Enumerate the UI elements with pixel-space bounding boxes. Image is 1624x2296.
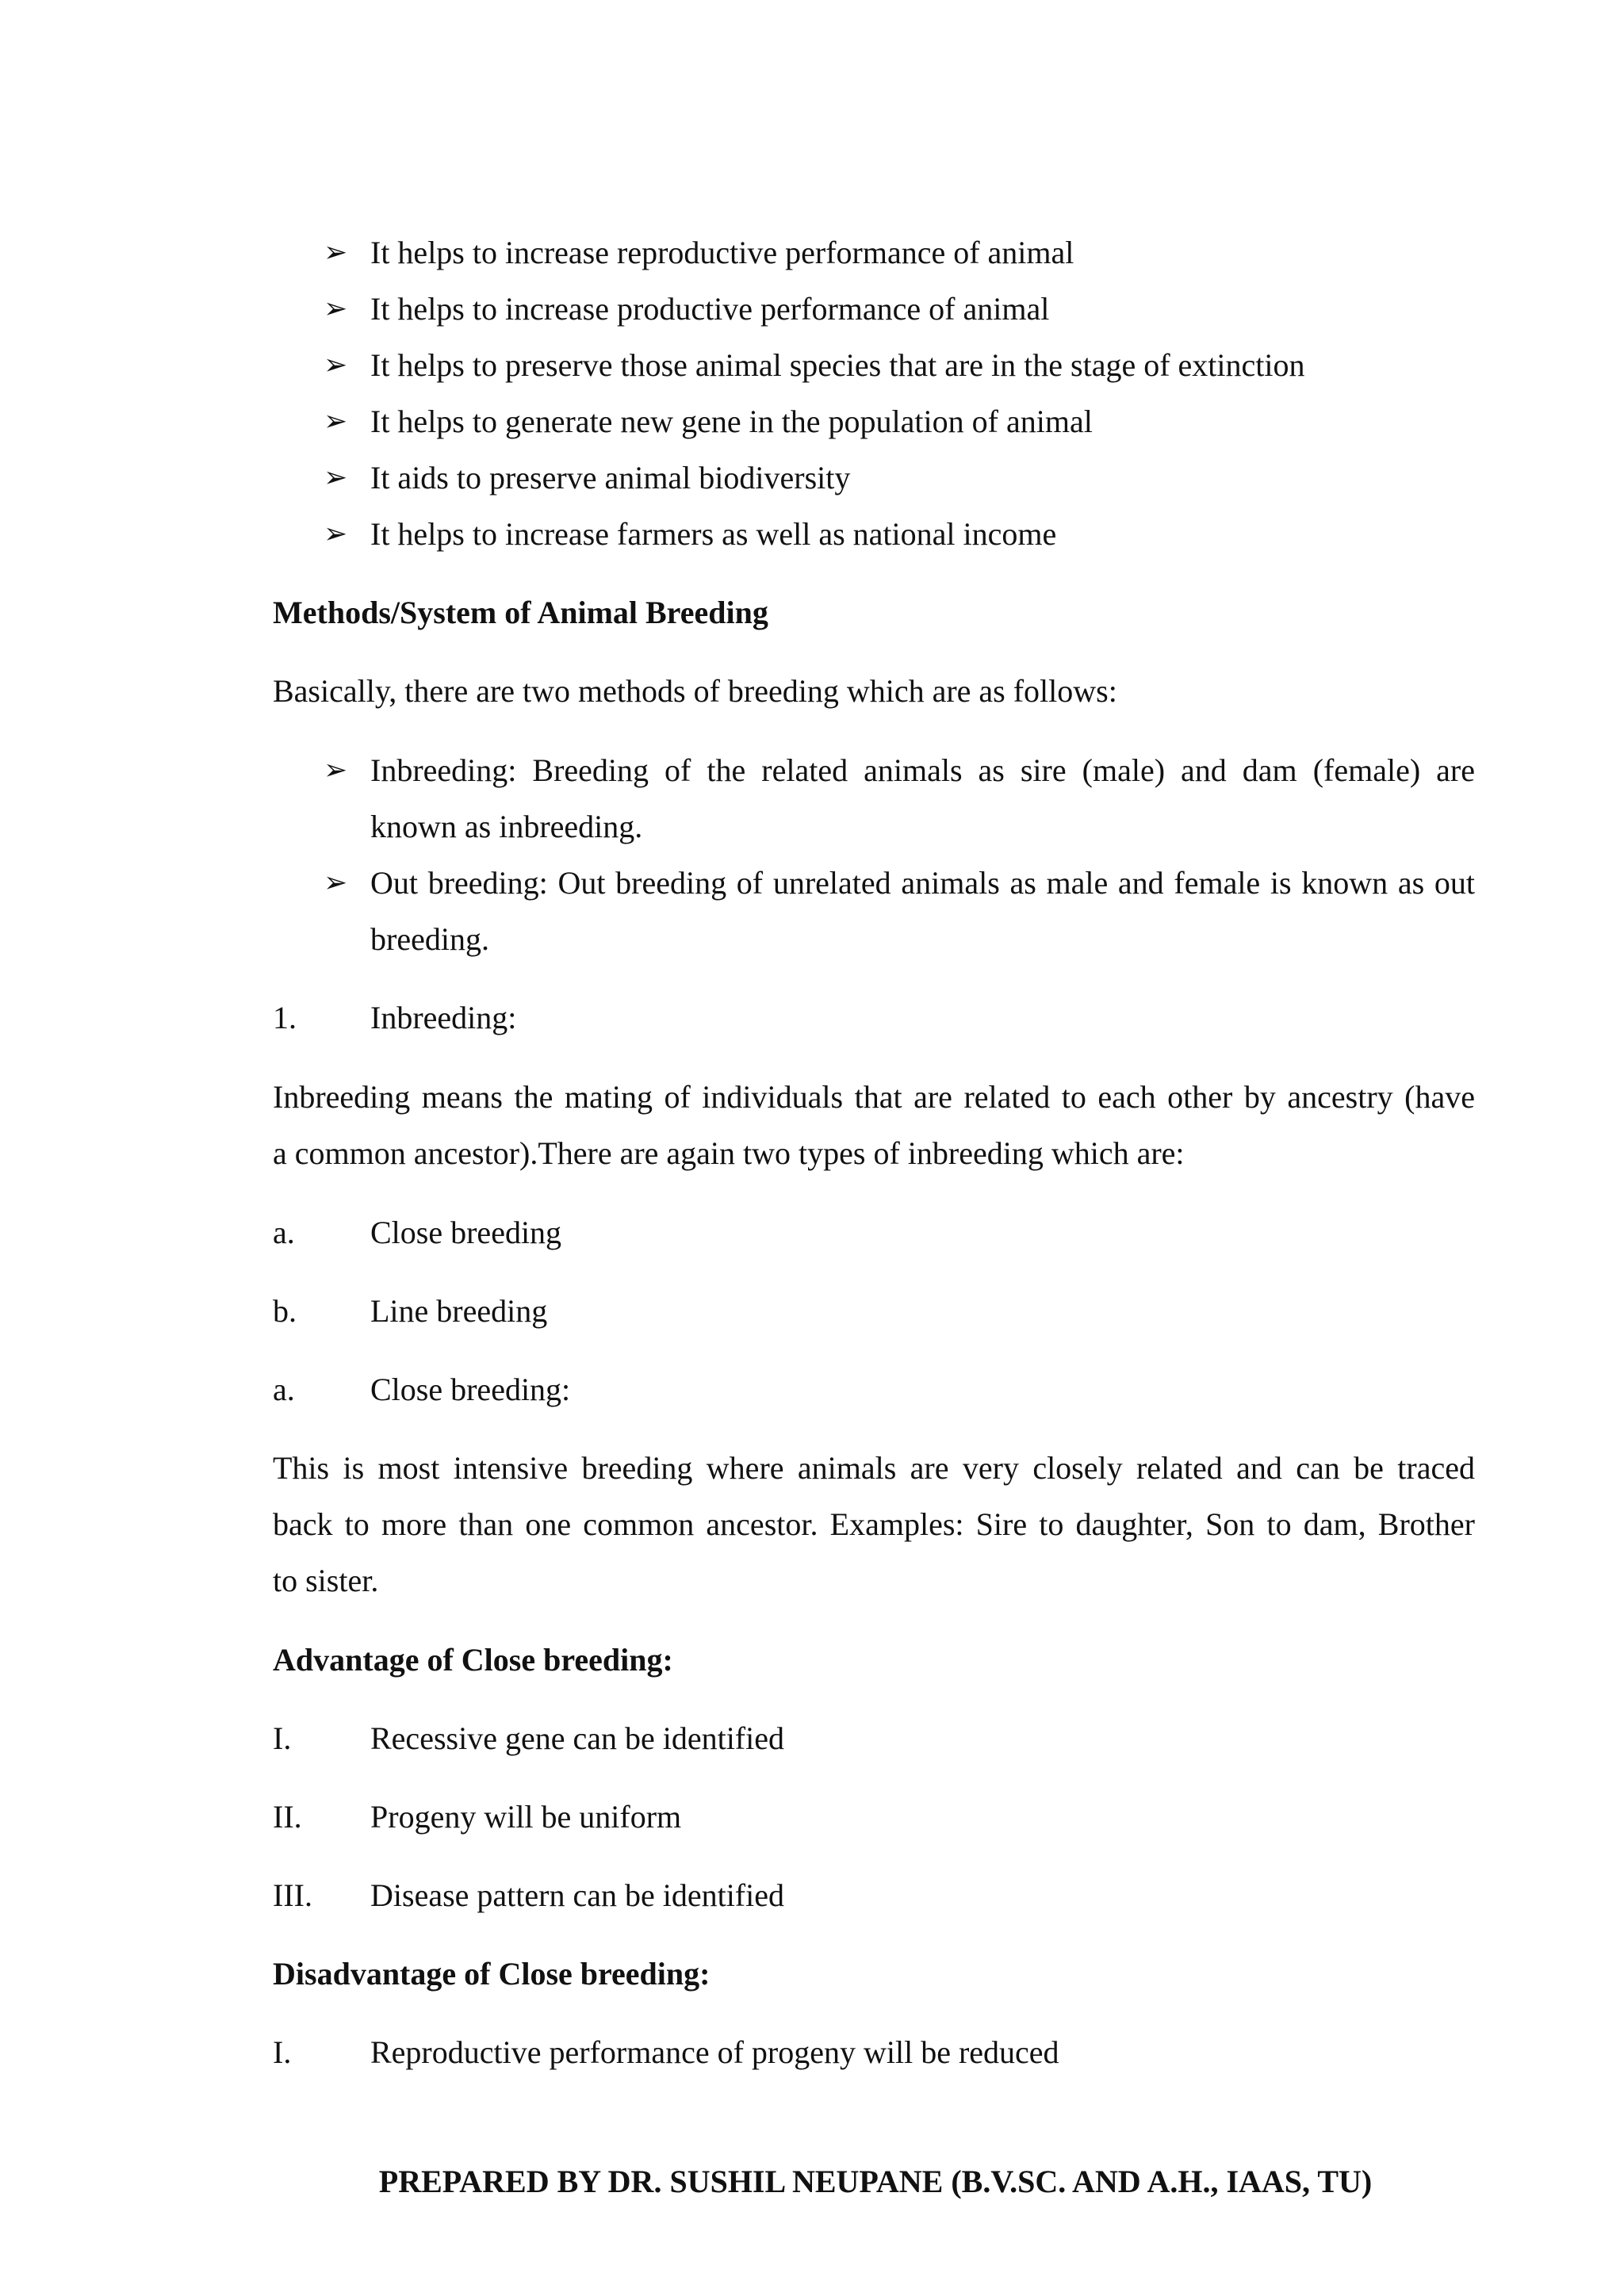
paragraph-text: a common ancestor).There are again two types of inbreeding which are: [273, 1135, 1185, 1171]
paragraph-line [0, 1075, 1624, 1119]
bullet-item [0, 231, 1624, 275]
list-marker: b. [273, 1293, 297, 1329]
numbered-heading [0, 996, 1624, 1040]
list-text: Close breeding [370, 1215, 562, 1250]
section-heading [0, 1952, 1624, 1996]
arrow-bullet-icon: ➢ [324, 461, 348, 494]
list-item [0, 1289, 1624, 1334]
paragraph-text: to sister. [273, 1563, 379, 1598]
list-marker: 1. [273, 1000, 297, 1035]
arrow-bullet-icon: ➢ [324, 349, 348, 381]
list-text: Disease pattern can be identified [370, 1877, 784, 1913]
bullet-continuation [0, 805, 1624, 849]
paragraph-line [0, 1559, 1624, 1603]
paragraph-line [0, 1131, 1624, 1176]
paragraph-line [0, 1446, 1624, 1490]
disadvantage-heading: Disadvantage of Close breeding: [273, 1956, 710, 1992]
bullet-text: It helps to increase productive performance of animal [370, 291, 1050, 327]
bullet-continuation [0, 917, 1624, 962]
bullet-text: breeding. [370, 921, 489, 957]
methods-heading: Methods/System of Animal Breeding [273, 595, 768, 630]
arrow-bullet-icon: ➢ [324, 518, 348, 550]
list-item [0, 1211, 1624, 1255]
list-item [0, 1873, 1624, 1918]
arrow-bullet-icon: ➢ [324, 405, 348, 438]
arrow-bullet-icon: ➢ [324, 867, 348, 899]
list-text: Progeny will be uniform [370, 1799, 682, 1835]
advantage-heading: Advantage of Close breeding: [273, 1642, 673, 1678]
list-marker: II. [273, 1799, 302, 1835]
page-footer [0, 2160, 1624, 2204]
bullet-text: It helps to increase farmers as well as national income [370, 516, 1057, 552]
bullet-text: It helps to preserve those animal species that are in the stage of extinction [370, 347, 1305, 383]
bullet-item [0, 512, 1624, 557]
paragraph-text: back to more than one common ancestor. Examples: Sire to daughter, Son to dam, Brother [273, 1506, 1475, 1542]
list-marker: I. [273, 1720, 292, 1756]
list-marker: III. [273, 1877, 312, 1913]
list-text: Line breeding [370, 1293, 548, 1329]
list-item [0, 2030, 1624, 2075]
bullet-text: It aids to preserve animal biodiversity [370, 460, 851, 496]
paragraph-text: Inbreeding means the mating of individuals that are related to each other by ancestry (have [273, 1079, 1475, 1115]
arrow-bullet-icon: ➢ [324, 754, 348, 786]
bullet-item [0, 456, 1624, 500]
list-marker: a. [273, 1372, 295, 1407]
section-heading [0, 1638, 1624, 1682]
bullet-item [0, 861, 1624, 905]
list-marker: a. [273, 1215, 295, 1250]
bullet-item [0, 748, 1624, 793]
paragraph-line [0, 1502, 1624, 1547]
bullet-text: It helps to generate new gene in the population of animal [370, 404, 1093, 439]
bullet-item [0, 343, 1624, 388]
paragraph-text: This is most intensive breeding where animals are very closely related and can be traced [273, 1450, 1475, 1486]
bullet-item [0, 400, 1624, 444]
list-item [0, 1368, 1624, 1412]
section-heading [0, 591, 1624, 635]
list-item [0, 1716, 1624, 1761]
arrow-bullet-icon: ➢ [324, 236, 348, 269]
bullet-item [0, 287, 1624, 331]
list-text: Close breeding: [370, 1372, 571, 1407]
methods-intro: Basically, there are two methods of breeding which are as follows: [273, 673, 1117, 709]
list-text: Reproductive performance of progeny will be reduced [370, 2034, 1059, 2070]
section-title: Inbreeding: [370, 1000, 517, 1035]
bullet-text: Inbreeding: Breeding of the related animals as sire (male) and dam (female) are [370, 752, 1475, 788]
bullet-text: known as inbreeding. [370, 809, 643, 844]
list-text: Recessive gene can be identified [370, 1720, 784, 1756]
list-item [0, 1795, 1624, 1839]
bullet-text: It helps to increase reproductive performance of animal [370, 235, 1074, 270]
paragraph-line [0, 669, 1624, 714]
bullet-text: Out breeding: Out breeding of unrelated animals as male and female is known as out [370, 865, 1475, 901]
arrow-bullet-icon: ➢ [324, 293, 348, 325]
list-marker: I. [273, 2034, 292, 2070]
footer-text: PREPARED BY DR. SUSHIL NEUPANE (B.V.SC. AND A.H., IAAS, TU) [378, 2164, 1373, 2199]
